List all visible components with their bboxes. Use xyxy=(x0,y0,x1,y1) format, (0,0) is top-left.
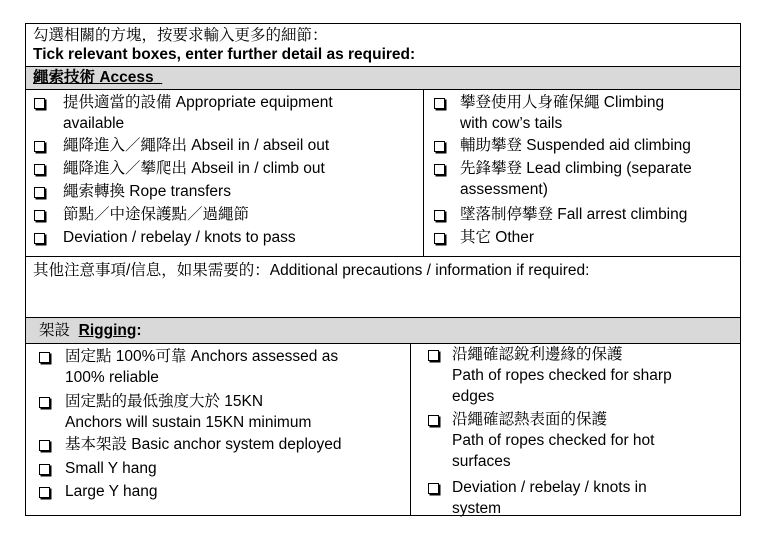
checkbox[interactable] xyxy=(434,141,445,152)
instruction-english: Tick relevant boxes, enter further detail as required: xyxy=(33,46,416,63)
rigging-title-chinese: 架設 xyxy=(39,322,71,339)
access-item-label: 先鋒攀登 Lead climbing (separate xyxy=(460,160,692,177)
access-item-label: 攀登使用人身確保繩 Climbing xyxy=(460,94,665,111)
checkbox[interactable] xyxy=(39,487,50,498)
rigging-item-label: 固定點 100%可靠 Anchors assessed as xyxy=(65,348,339,365)
checkbox[interactable] xyxy=(34,98,45,109)
rigging-item-label: 固定點的最低強度大於 15KN xyxy=(65,393,264,410)
rigging-item-label-continued: Anchors will sustain 15KN minimum xyxy=(65,414,312,431)
checkbox[interactable] xyxy=(34,141,45,152)
access-item-label: 其它 Other xyxy=(460,229,535,246)
access-item-label: 繩索轉換 Rope transfers xyxy=(63,183,231,200)
checkbox[interactable] xyxy=(434,164,445,175)
access-title-chinese: 繩索技術 xyxy=(33,69,96,86)
rigging-item-label: 基本架設 Basic anchor system deployed xyxy=(65,436,342,453)
access-item-label-continued: with cow’s tails xyxy=(460,115,563,132)
additional-precautions-label: 其他注意事項/信息，如果需要的：Additional precautions / information if required: xyxy=(33,262,590,279)
rope-access-checklist-form xyxy=(25,23,741,516)
checkbox[interactable] xyxy=(39,440,50,451)
form-instruction xyxy=(26,24,740,66)
rigging-item-label-continued: Path of ropes checked for hot xyxy=(452,432,655,449)
additional-precautions-field[interactable] xyxy=(26,257,740,317)
checkbox[interactable] xyxy=(34,187,45,198)
access-item-label: 繩降進入／攀爬出 Abseil in / climb out xyxy=(63,160,325,177)
rigging-item-label-continued: 100% reliable xyxy=(65,369,159,386)
access-title-english: Access xyxy=(99,69,154,86)
rigging-title-english: Rigging xyxy=(78,322,137,339)
access-item-label: 繩降進入／繩降出 Abseil in / abseil out xyxy=(63,137,330,154)
rigging-section-title xyxy=(39,321,142,340)
checkbox[interactable] xyxy=(428,483,439,494)
checkbox[interactable] xyxy=(428,415,439,426)
instruction-chinese: 勾選相關的方塊，按要求輸入更多的細節： xyxy=(33,27,328,44)
checkbox[interactable] xyxy=(34,233,45,244)
rigging-item-label-continued: surfaces xyxy=(452,453,511,470)
rigging-item-label: 沿繩確認銳利邊緣的保護 xyxy=(452,346,623,363)
access-item-label: Deviation / rebelay / knots to pass xyxy=(63,229,296,246)
access-item-label: 輔助攀登 Suspended aid climbing xyxy=(460,137,691,154)
rigging-item-label: Large Y hang xyxy=(65,483,158,500)
rigging-item-label-continued: Path of ropes checked for sharp xyxy=(452,367,672,384)
rigging-item-label-continued: system xyxy=(452,500,502,517)
access-item-label: 節點／中途保護點／過繩節 xyxy=(63,206,250,223)
checkbox[interactable] xyxy=(39,464,50,475)
access-item-label-continued: assessment) xyxy=(460,181,548,198)
rigging-item-label-continued: edges xyxy=(452,388,495,405)
rigging-section-header xyxy=(26,318,740,343)
checkbox[interactable] xyxy=(39,352,50,363)
checkbox[interactable] xyxy=(434,98,445,109)
access-section-header xyxy=(26,67,740,89)
rigging-item-label: Small Y hang xyxy=(65,460,157,477)
access-item-label-continued: available xyxy=(63,115,125,132)
checkbox[interactable] xyxy=(39,397,50,408)
checkbox[interactable] xyxy=(34,210,45,221)
checkbox[interactable] xyxy=(428,350,439,361)
checkbox[interactable] xyxy=(34,164,45,175)
checkbox[interactable] xyxy=(434,210,445,221)
access-item-label: 提供適當的設備 Appropriate equipment xyxy=(63,94,333,111)
checkbox[interactable] xyxy=(434,233,445,244)
access-section-title xyxy=(33,68,162,87)
access-item-label: 墜落制停攀登 Fall arrest climbing xyxy=(460,206,688,223)
rigging-item-label: Deviation / rebelay / knots in xyxy=(452,479,647,496)
rigging-item-label: 沿繩確認熱表面的保護 xyxy=(452,411,608,428)
rigging-title-colon: : xyxy=(136,322,142,339)
